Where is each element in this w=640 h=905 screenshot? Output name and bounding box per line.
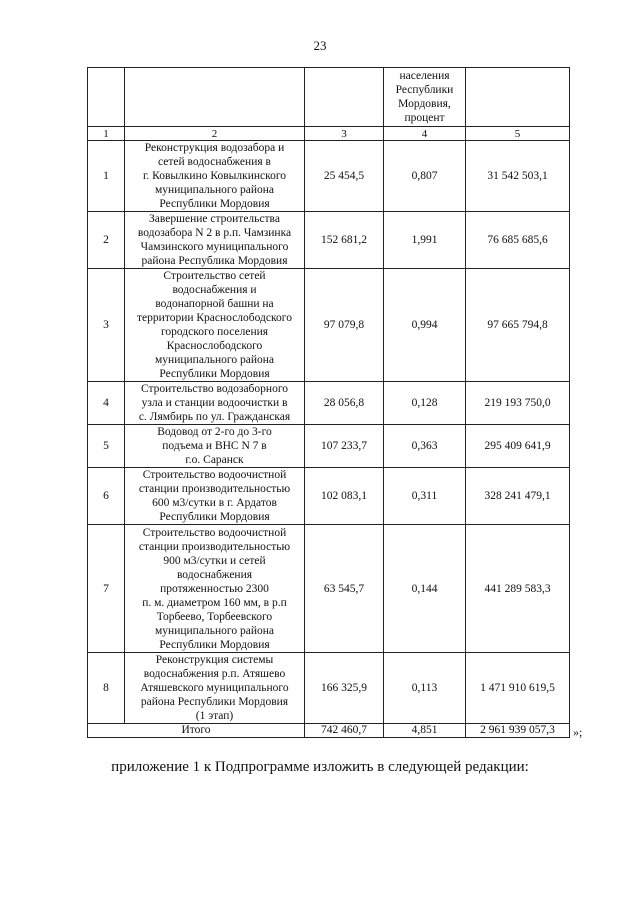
value-col5: 328 241 479,1 [466, 468, 570, 525]
row-number: 1 [88, 141, 125, 212]
value-col5: 219 193 750,0 [466, 382, 570, 425]
value-col5: 1 471 910 619,5 [466, 653, 570, 724]
header-cell-empty [466, 68, 570, 127]
total-label: Итого [88, 724, 305, 738]
row-number: 8 [88, 653, 125, 724]
column-number: 2 [125, 127, 305, 141]
header-population-percent: населения Республики Мордовия, процент [384, 68, 466, 127]
total-col3: 742 460,7 [305, 724, 384, 738]
header-continuation-row [88, 68, 570, 127]
project-name: Строительство сетей водоснабжения и водонапорной башни на территории Краснослободского городского поселения Краснослободского муниципального района Республики Мордовия [125, 269, 305, 382]
value-col5: 97 665 794,8 [466, 269, 570, 382]
header-cell-empty [125, 68, 305, 127]
value-col5: 31 542 503,1 [466, 141, 570, 212]
project-name: Строительство водоочистной станции производительностью 600 м3/сутки в г. Ардатов Республики Мордовия [125, 468, 305, 525]
value-col4: 0,311 [384, 468, 466, 525]
project-name: Завершение строительства водозабора N 2 в р.п. Чамзинка Чамзинского муниципального района Республика Мордовия [125, 212, 305, 269]
project-name: Реконструкция водозабора и сетей водоснабжения в г. Ковылкино Ковылкинского муниципального района Республики Мордовия [125, 141, 305, 212]
value-col4: 0,363 [384, 425, 466, 468]
value-col4: 0,113 [384, 653, 466, 724]
closing-sentence: приложение 1 к Подпрограмме изложить в следующей редакции: [111, 759, 529, 775]
row-number: 5 [88, 425, 125, 468]
column-number: 4 [384, 127, 466, 141]
value-col3: 102 083,1 [305, 468, 384, 525]
row-number: 7 [88, 525, 125, 653]
header-cell-empty [88, 68, 125, 127]
table-row [88, 269, 570, 382]
value-col5: 295 409 641,9 [466, 425, 570, 468]
page-number: 23 [313, 38, 327, 53]
projects-table [87, 67, 570, 738]
table-row [88, 382, 570, 425]
value-col4: 1,991 [384, 212, 466, 269]
row-number: 4 [88, 382, 125, 425]
value-col4: 0,994 [384, 269, 466, 382]
value-col3: 63 545,7 [305, 525, 384, 653]
table-row [88, 212, 570, 269]
value-col3: 166 325,9 [305, 653, 384, 724]
project-name: Строительство водозаборного узла и станции водоочистки в с. Лямбирь по ул. Гражданская [125, 382, 305, 425]
total-col4: 4,851 [384, 724, 466, 738]
value-col4: 0,144 [384, 525, 466, 653]
row-number: 3 [88, 269, 125, 382]
value-col3: 25 454,5 [305, 141, 384, 212]
project-name: Реконструкция системы водоснабжения р.п. Атяшево Атяшевского муниципального района Республики Мордовия (1 этап) [125, 653, 305, 724]
header-cell-empty [305, 68, 384, 127]
row-number: 6 [88, 468, 125, 525]
table-row [88, 525, 570, 653]
value-col3: 107 233,7 [305, 425, 384, 468]
value-col4: 0,128 [384, 382, 466, 425]
closing-quote: »; [573, 725, 583, 739]
total-row [88, 724, 570, 738]
value-col5: 441 289 583,3 [466, 525, 570, 653]
value-col3: 28 056,8 [305, 382, 384, 425]
column-number: 5 [466, 127, 570, 141]
table-row [88, 653, 570, 724]
total-col5: 2 961 939 057,3 [466, 724, 570, 738]
table-row [88, 468, 570, 525]
column-number: 1 [88, 127, 125, 141]
table-row [88, 141, 570, 212]
row-number: 2 [88, 212, 125, 269]
value-col5: 76 685 685,6 [466, 212, 570, 269]
value-col3: 152 681,2 [305, 212, 384, 269]
column-number: 3 [305, 127, 384, 141]
project-name: Водовод от 2-го до 3-го подъема и ВНС N 7 в г.о. Саранск [125, 425, 305, 468]
value-col4: 0,807 [384, 141, 466, 212]
project-name: Строительство водоочистной станции производительностью 900 м3/сутки и сетей водоснабжения протяженностью 2300 п. м. диаметром 160 мм, в р.п Торбеево, Торбеевского муниципального района Республики Мордовия [125, 525, 305, 653]
value-col3: 97 079,8 [305, 269, 384, 382]
table-row [88, 425, 570, 468]
column-numbers-row [88, 127, 570, 141]
